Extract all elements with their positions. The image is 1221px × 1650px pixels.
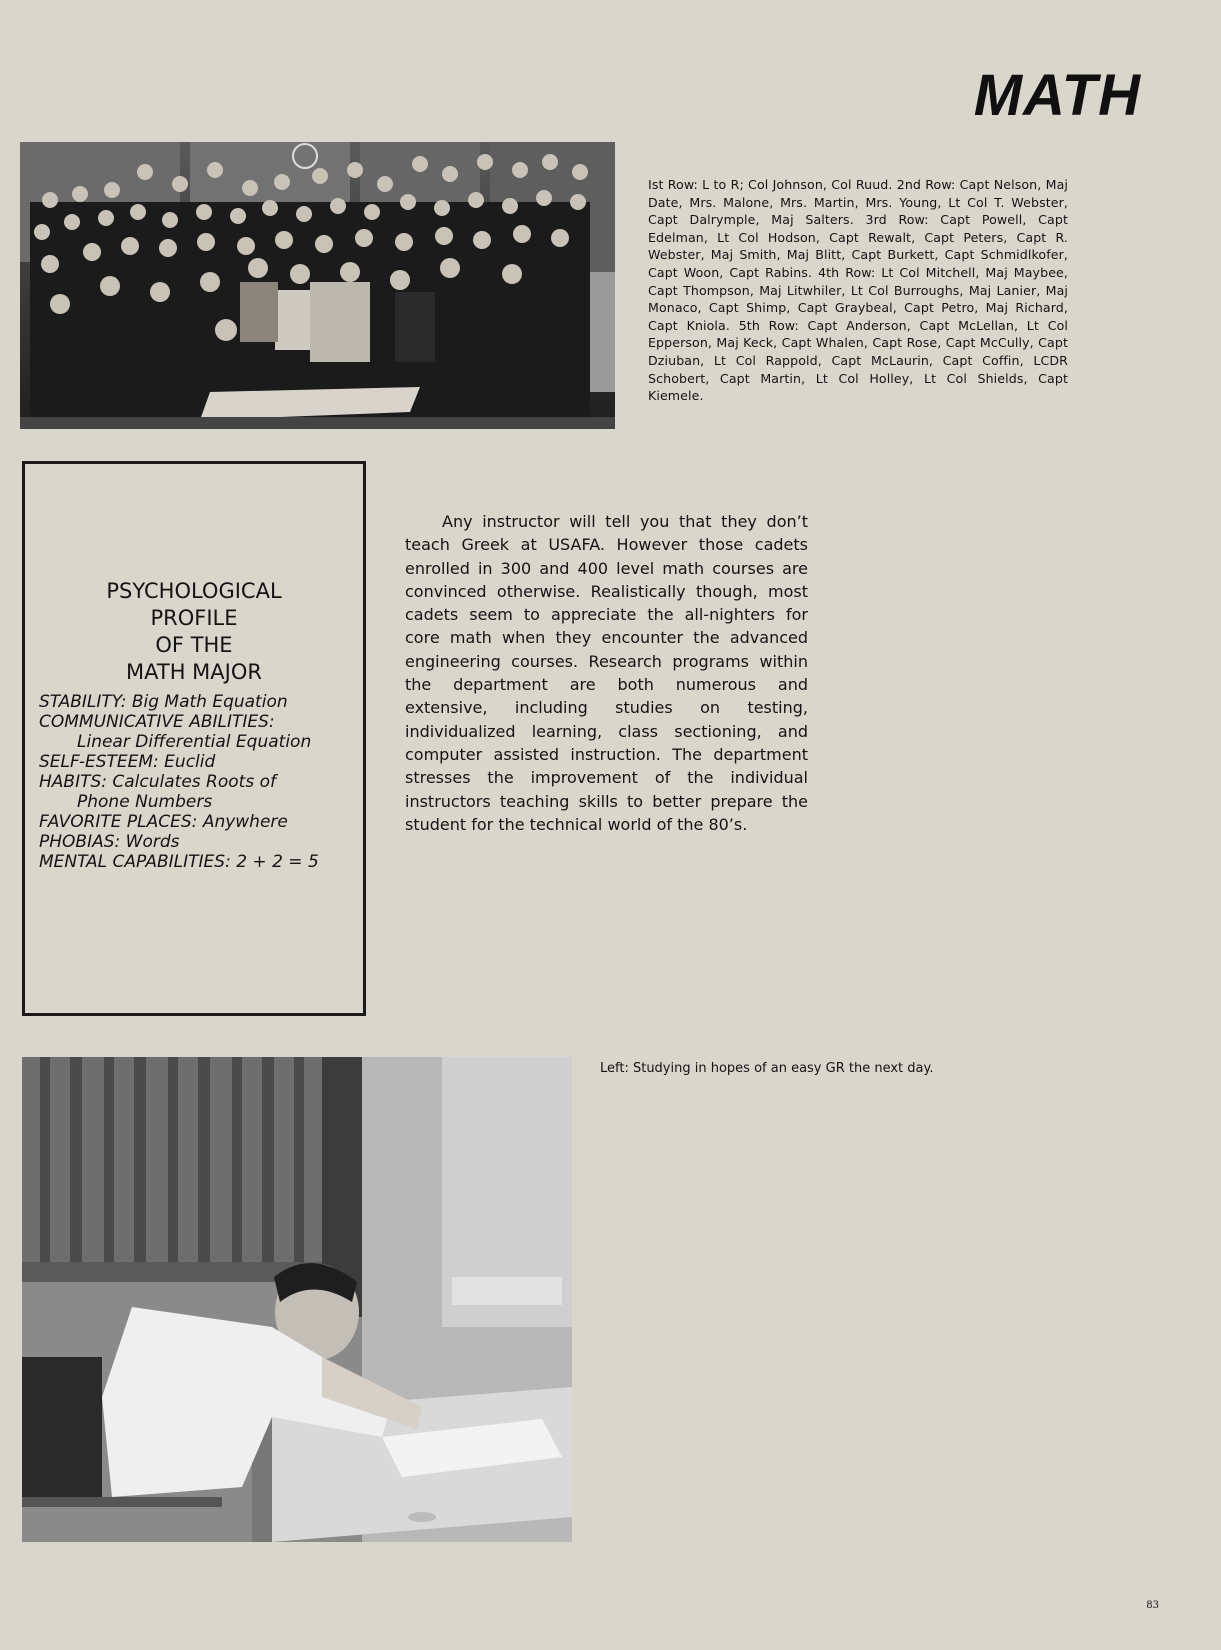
faculty-group-photo [20, 142, 615, 429]
profile-heading-line: OF THE [155, 633, 233, 657]
profile-heading-line: PSYCHOLOGICAL [106, 579, 282, 603]
profile-item-habits-cont: Phone Numbers [77, 792, 213, 812]
profile-item-self-esteem: SELF-ESTEEM: Euclid [39, 752, 216, 772]
profile-item-stability: STABILITY: Big Math Equation [39, 692, 288, 712]
profile-item-favorite-places: FAVORITE PLACES: Anywhere [39, 812, 288, 832]
studying-photo-caption: Left: Studying in hopes of an easy GR the next day. [600, 1061, 934, 1076]
profile-list [39, 692, 359, 872]
profile-item-habits: HABITS: Calculates Roots of [39, 772, 276, 792]
department-description: Any instructor will tell you that they don’t teach Greek at USAFA. However those cadets enrolled in 300 and 400 level math courses are convinced otherwise. Realistically though, most cadets seem to appreciate the all-nighters for core math when they encounter the advanced engineering courses. Research programs within the department are both numerous and extensive, including studies on testing, individualized learning, class sectioning, and computer assisted instruction. The department stresses the improvement of the individual instructors teaching skills to better prepare the student for the technical world of the 80’s. [405, 512, 808, 834]
psychological-profile-box [22, 461, 366, 1016]
profile-item-communicative: COMMUNICATIVE ABILITIES: [39, 712, 275, 732]
profile-item-communicative-value: Linear Differential Equation [77, 732, 312, 752]
profile-item-mental-capabilities: MENTAL CAPABILITIES: 2 + 2 = 5 [39, 852, 319, 872]
studying-cadet-photo-image [22, 1057, 572, 1542]
page-title: MATH [973, 63, 1141, 128]
studying-cadet-photo [22, 1057, 572, 1542]
profile-heading-line: PROFILE [150, 606, 238, 630]
profile-heading-line: MATH MAJOR [126, 660, 262, 684]
profile-heading [25, 578, 363, 686]
profile-item-phobias: PHOBIAS: Words [39, 832, 180, 852]
page-number: 83 [1146, 1600, 1159, 1611]
faculty-photo-caption: Ist Row: L to R; Col Johnson, Col Ruud. 2nd Row: Capt Nelson, Maj Date, Mrs. Malone, Mrs. Martin, Mrs. Young, Lt Col T. Webster, Capt Dalrymple, Maj Salters. 3rd Row: Capt Powell, Capt Edelman, Lt Col Hodson, Capt Rewalt, Capt Peters, Capt R. Webster, Maj Smith, Maj Blitt, Capt Burkett, Capt Schmidlkofer, Capt Woon, Capt Rabins. 4th Row: Lt Col Mitchell, Maj Maybee, Capt Thompson, Maj Litwhiler, Lt Col Burroughs, Maj Lanier, Maj Monaco, Capt Shimp, Capt Graybeal, Capt Petro, Maj Richard, Capt Kniola. 5th Row: Capt Anderson, Capt McLellan, Lt Col Epperson, Maj Keck, Capt Whalen, Capt Rose, Capt McCully, Capt Dziuban, Lt Col Rappold, Capt McLaurin, Capt Coffin, LCDR Schobert, Capt Martin, Lt Col Holley, Lt Col Shields, Capt Kiemele. [648, 177, 1068, 404]
faculty-group-photo-image [20, 142, 615, 429]
